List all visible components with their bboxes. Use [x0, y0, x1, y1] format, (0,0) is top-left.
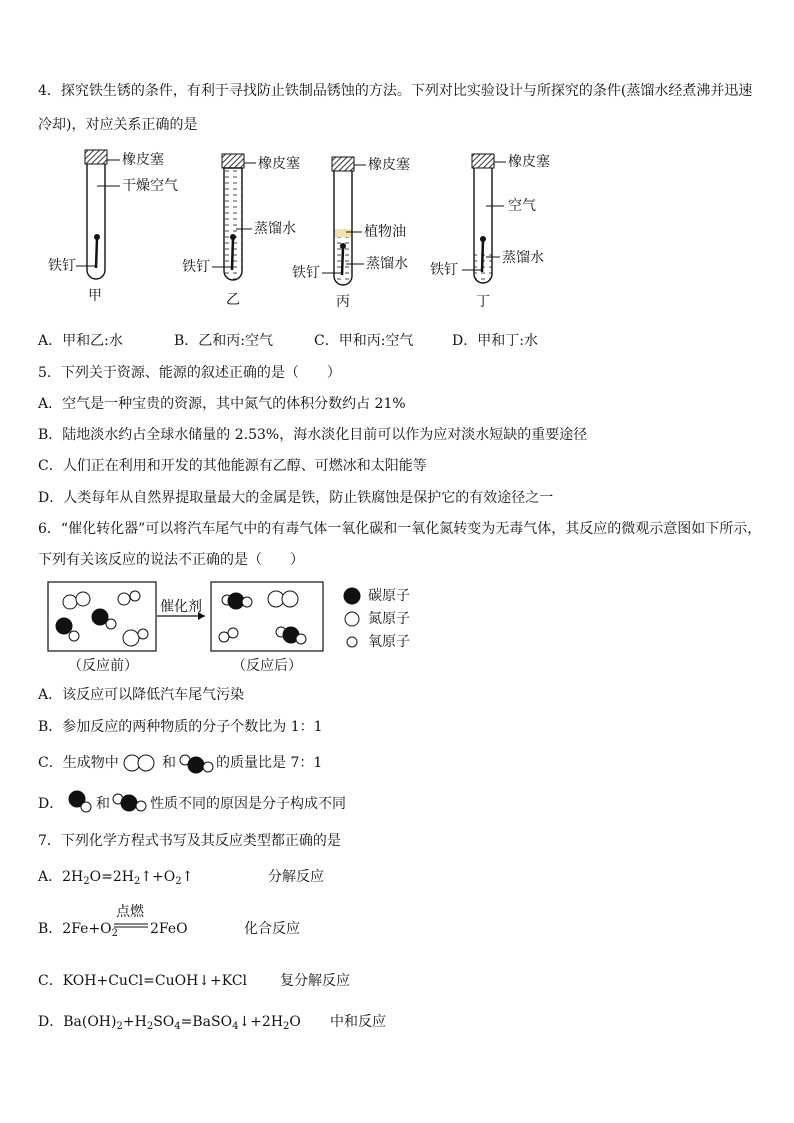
- q7-c-equation: KOH+CuCl=CuOH↓+KCl: [62, 973, 248, 989]
- q5-option-c: C．人们正在利用和开发的其他能源有乙醇、可燃冰和太阳能等: [38, 458, 427, 474]
- legend-oxygen: 氧原子: [368, 634, 410, 650]
- q6-option-d-suffix: 性质不同的原因是分子构成不同: [150, 796, 346, 812]
- q5-option-b: B．陆地淡水约占全球水储量的 2.53%，海水淡化目前可以作为应对淡水短缺的重要途径: [38, 427, 588, 443]
- q5-option-a: A．空气是一种宝贵的资源，其中氮气的体积分数约占 21%: [38, 396, 406, 412]
- label-ding-water: 蒸馏水: [502, 250, 544, 266]
- legend-nitrogen: 氮原子: [368, 611, 410, 627]
- label-bing-name: 丙: [336, 294, 350, 310]
- q4-option-d: D．甲和丁:水: [452, 333, 538, 349]
- q4-option-a: A．甲和乙:水: [38, 333, 123, 349]
- label-bing-water: 蒸馏水: [366, 256, 408, 272]
- label-jia-air: 干燥空气: [122, 178, 178, 194]
- q5-stem: 5．下列关于资源、能源的叙述正确的是（ ）: [38, 365, 341, 381]
- q4-option-c: C．甲和丙:空气: [314, 333, 414, 349]
- label-ding-nail: 铁钉: [430, 262, 458, 278]
- q6-option-a: A．该反应可以降低汽车尾气污染: [38, 687, 245, 703]
- q6-option-d-prefix: D．: [38, 796, 64, 812]
- q7-b-lhs: $2Fe+O_2$: [62, 921, 119, 939]
- q4-stem-line2: 冷却)，对应关系正确的是: [38, 117, 198, 133]
- q6-option-d-and: 和: [96, 796, 110, 812]
- q4-stem-line1: 4．探究铁生锈的条件，有利于寻找防止铁制品锈蚀的方法。下列对比实验设计与所探究的条件(蒸馏水经煮沸并迅速: [38, 83, 753, 99]
- q6-stem-line1: 6．“催化转化器”可以将汽车尾气中的有毒气体一氧化碳和一氧化氮转变为无毒气体，其反应的微观示意图如下所示，: [38, 521, 762, 537]
- q7-b-condition: 点燃: [116, 904, 144, 920]
- label-yi-stopper: 橡皮塞: [258, 156, 300, 172]
- legend-carbon: 碳原子: [368, 588, 410, 604]
- q6-option-c-suffix: 的质量比是 7：1: [216, 755, 323, 771]
- q7-d-equation: $Ba(OH)_2+H_2SO_4=BaSO_4↓+2H_2O$: [63, 1014, 301, 1032]
- q6-option-c-and: 和: [162, 755, 176, 771]
- q7-a-type: 分解反应: [268, 869, 324, 885]
- q4-option-b: B．乙和丙:空气: [174, 333, 274, 349]
- q7-option-c: [38, 972, 247, 990]
- label-ding-air: 空气: [508, 198, 536, 214]
- q6-option-c-prefix: C．生成物中: [38, 755, 119, 771]
- label-bing-oil: 植物油: [364, 224, 406, 240]
- q7-d-type: 中和反应: [330, 1014, 386, 1030]
- after-label: （反应后）: [232, 658, 302, 674]
- label-yi-water: 蒸馏水: [254, 221, 296, 237]
- q7-c-type: 复分解反应: [280, 973, 350, 989]
- label-jia-name: 甲: [88, 288, 102, 304]
- q7-d-prefix: D．: [38, 1014, 64, 1030]
- label-bing-stopper: 橡皮塞: [368, 157, 410, 173]
- label-ding-name: 丁: [476, 294, 490, 310]
- q7-option-b: [38, 920, 118, 943]
- q7-b-prefix: B．: [38, 921, 63, 937]
- q7-a-equation: $2H_2O=2H_2↑+O_2↑$: [62, 869, 194, 887]
- before-label: （反应前）: [68, 658, 138, 674]
- label-ding-stopper: 橡皮塞: [508, 154, 550, 170]
- q7-c-prefix: C．: [38, 973, 63, 989]
- q7-a-prefix: A．: [38, 869, 63, 885]
- q7-stem: 7．下列化学方程式书写及其反应类型都正确的是: [38, 833, 341, 849]
- label-jia-nail: 铁钉: [48, 258, 76, 274]
- label-jia-stopper: 橡皮塞: [122, 152, 164, 168]
- q6-option-b: B．参加反应的两种物质的分子个数比为 1：1: [38, 719, 323, 735]
- catalyst-label: 催化剂: [160, 599, 202, 615]
- q7-option-d: [38, 1013, 301, 1036]
- label-yi-name: 乙: [226, 292, 240, 308]
- label-bing-nail: 铁钉: [292, 265, 320, 281]
- label-yi-nail: 铁钉: [182, 259, 210, 275]
- q7-b-rhs: 2FeO: [150, 921, 188, 937]
- q6-stem-line2: 下列有关该反应的说法不正确的是（ ）: [38, 552, 304, 568]
- q5-option-d: D．人类每年从自然界提取量最大的金属是铁，防止铁腐蚀是保护它的有效途径之一: [38, 490, 554, 506]
- q7-b-type: 化合反应: [244, 921, 300, 937]
